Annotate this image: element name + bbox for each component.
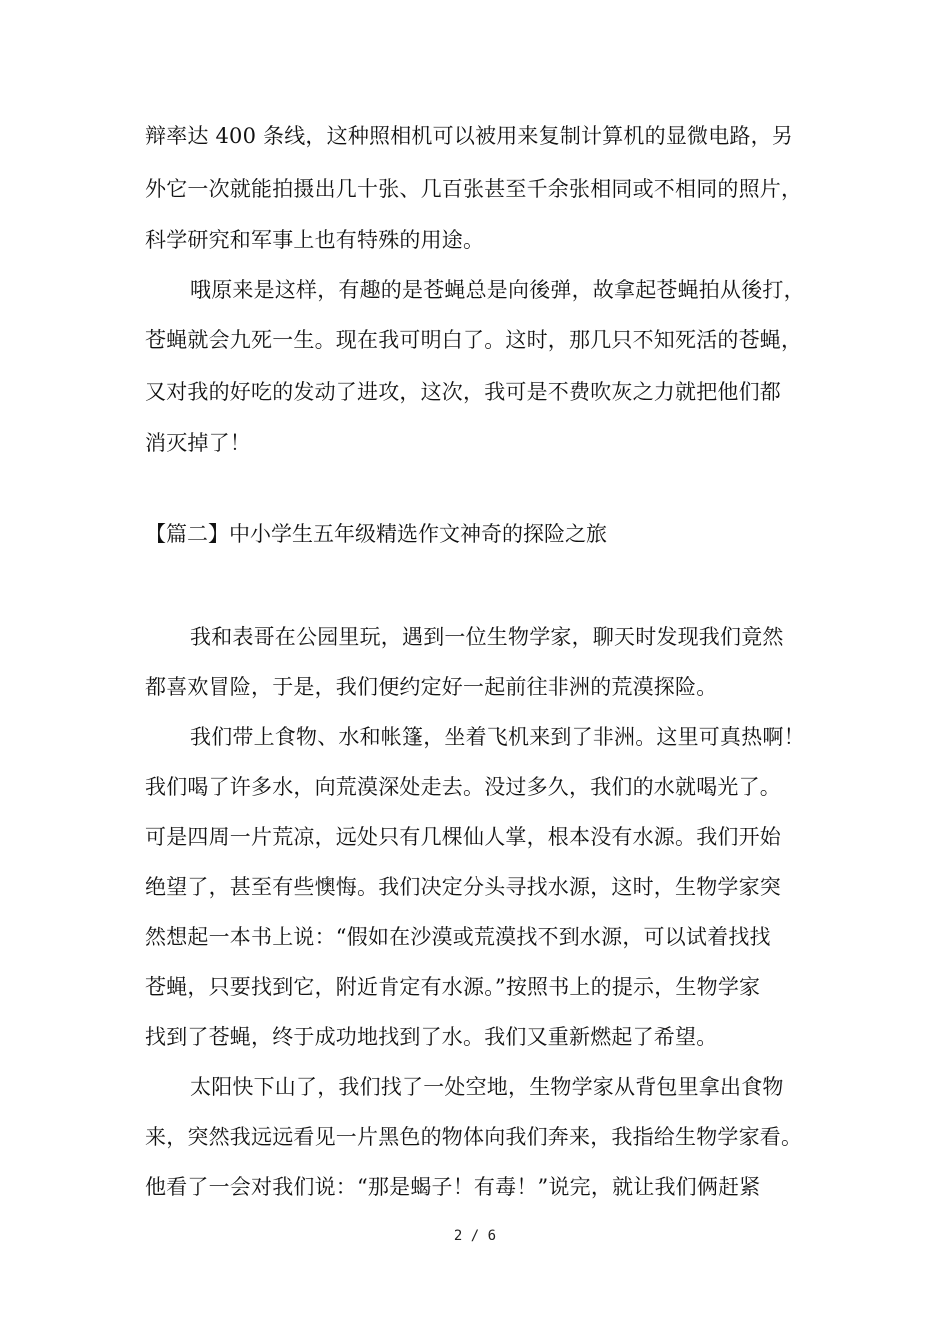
- paragraph-line: 然想起一本书上说：“假如在沙漠或荒漠找不到水源，可以试着找找: [145, 925, 771, 949]
- paragraph-line: 我们带上食物、水和帐篷，坐着飞机来到了非洲。这里可真热啊！: [190, 725, 805, 749]
- paragraph-line: 太阳快下山了，我们找了一处空地，生物学家从背包里拿出食物: [190, 1075, 784, 1099]
- paragraph-line: 他看了一会对我们说：“那是蝎子！有毒！”说完，就让我们俩赶紧: [145, 1175, 761, 1199]
- paragraph-line: 苍蝇就会九死一生。现在我可明白了。这时，那几只不知死活的苍蝇，: [145, 328, 803, 352]
- paragraph-line: 我和表哥在公园里玩，遇到一位生物学家，聊天时发现我们竟然: [190, 625, 784, 649]
- paragraph-line: 可是四周一片荒凉，远处只有几棵仙人掌，根本没有水源。我们开始: [145, 825, 781, 849]
- page-number: 2 / 6: [453, 1228, 497, 1244]
- paragraph-line: 来，突然我远远看见一片黑色的物体向我们奔来，我指给生物学家看。: [145, 1125, 803, 1149]
- paragraph-line: 科学研究和军事上也有特殊的用途。: [145, 228, 485, 252]
- paragraph-line: 找到了苍蝇，终于成功地找到了水。我们又重新燃起了希望。: [145, 1025, 718, 1049]
- paragraph-line: 我们喝了许多水，向荒漠深处走去。没过多久，我们的水就喝光了。: [145, 775, 781, 799]
- paragraph-line: 哦原来是这样，有趣的是苍蝇总是向後弹，故拿起苍蝇拍从後打，: [190, 278, 805, 302]
- paragraph-line: 消灭掉了！: [145, 431, 251, 455]
- paragraph-line: 辩率达 400 条线，这种照相机可以被用来复制计算机的显微电路，另: [145, 124, 794, 148]
- paragraph-line: 又对我的好吃的发动了进攻，这次，我可是不费吹灰之力就把他们都: [145, 380, 781, 404]
- paragraph-line: 都喜欢冒险，于是，我们便约定好一起前往非洲的荒漠探险。: [145, 675, 718, 699]
- paragraph-line: 苍蝇，只要找到它，附近肯定有水源。”按照书上的提示，生物学家: [145, 975, 761, 999]
- paragraph-line: 外它一次就能拍摄出几十张、几百张甚至千余张相同或不相同的照片，: [145, 177, 803, 201]
- paragraph-line: 绝望了，甚至有些懊悔。我们决定分头寻找水源，这时，生物学家突: [145, 875, 781, 899]
- section-heading: 【篇二】中小学生五年级精选作文神奇的探险之旅: [145, 522, 607, 546]
